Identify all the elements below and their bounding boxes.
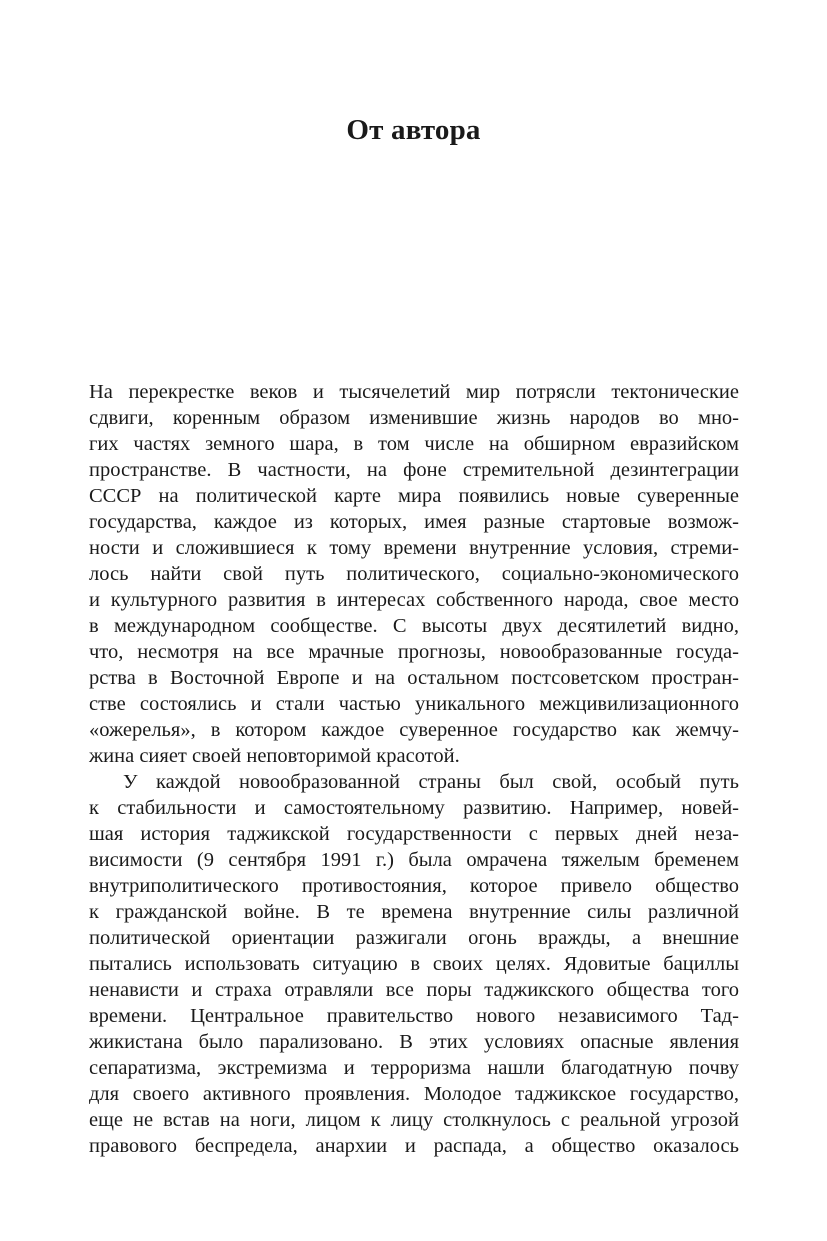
text-line: к гражданской войне. В те времена внутренние силы различной: [89, 901, 739, 923]
text-line: рства в Восточной Европе и на остальном постсоветском простран-: [89, 667, 739, 689]
text-line: еще не встав на ноги, лицом к лицу столкнулось с реальной угрозой: [89, 1109, 739, 1131]
paragraph-1: [89, 379, 739, 769]
text-line: к стабильности и самостоятельному развитию. Например, новей-: [89, 797, 739, 819]
text-line: государства, каждое из которых, имея разные стартовые возмож-: [89, 511, 739, 533]
text-line: что, несмотря на все мрачные прогнозы, новообразованные госуда-: [89, 641, 739, 663]
text-line: внутриполитического противостояния, которое привело общество: [89, 875, 739, 897]
text-line: СССР на политической карте мира появились новые суверенные: [89, 485, 739, 507]
text-line: На перекрестке веков и тысячелетий мир потрясли тектонические: [89, 381, 739, 403]
text-line: стве состоялись и стали частью уникального межцивилизационного: [89, 693, 739, 715]
text-line: правового беспредела, анархии и распада, а общество оказалось: [89, 1135, 739, 1157]
chapter-title: От автора: [346, 114, 481, 146]
text-line: и культурного развития в интересах собственного народа, свое место: [89, 589, 739, 611]
text-line: ности и сложившиеся к тому времени внутренние условия, стреми-: [89, 537, 739, 559]
text-line: для своего активного проявления. Молодое таджикское государство,: [89, 1083, 739, 1105]
text-line: времени. Центральное правительство нового независимого Тад-: [89, 1005, 739, 1027]
text-line: ненависти и страха отравляли все поры таджикского общества того: [89, 979, 739, 1001]
text-line: пространстве. В частности, на фоне стремительной дезинтеграции: [89, 459, 739, 481]
text-line: жикистана было парализовано. В этих условиях опасные явления: [89, 1031, 739, 1053]
text-line: висимости (9 сентября 1991 г.) была омрачена тяжелым бременем: [89, 849, 739, 871]
body-text: [89, 379, 739, 1159]
text-line: в международном сообществе. С высоты двух десятилетий видно,: [89, 615, 739, 637]
text-line: «ожерелья», в котором каждое суверенное государство как жемчу-: [89, 719, 739, 741]
text-line: шая история таджикской государственности с первых дней неза-: [89, 823, 739, 845]
text-line: гих частях земного шара, в том числе на обширном евразийском: [89, 433, 739, 455]
text-line: пытались использовать ситуацию в своих целях. Ядовитые бациллы: [89, 953, 739, 975]
text-line: сепаратизма, экстремизма и терроризма нашли благодатную почву: [89, 1057, 739, 1079]
paragraph-2: [89, 769, 739, 1159]
text-line: политической ориентации разжигали огонь вражды, а внешние: [89, 927, 739, 949]
text-line: жина сияет своей неповторимой красотой.: [89, 745, 460, 767]
text-line: лось найти свой путь политического, социально-экономического: [89, 563, 739, 585]
text-line: У каждой новообразованной страны был свой, особый путь: [123, 771, 739, 793]
text-line: сдвиги, коренным образом изменившие жизнь народов во мно-: [89, 407, 739, 429]
